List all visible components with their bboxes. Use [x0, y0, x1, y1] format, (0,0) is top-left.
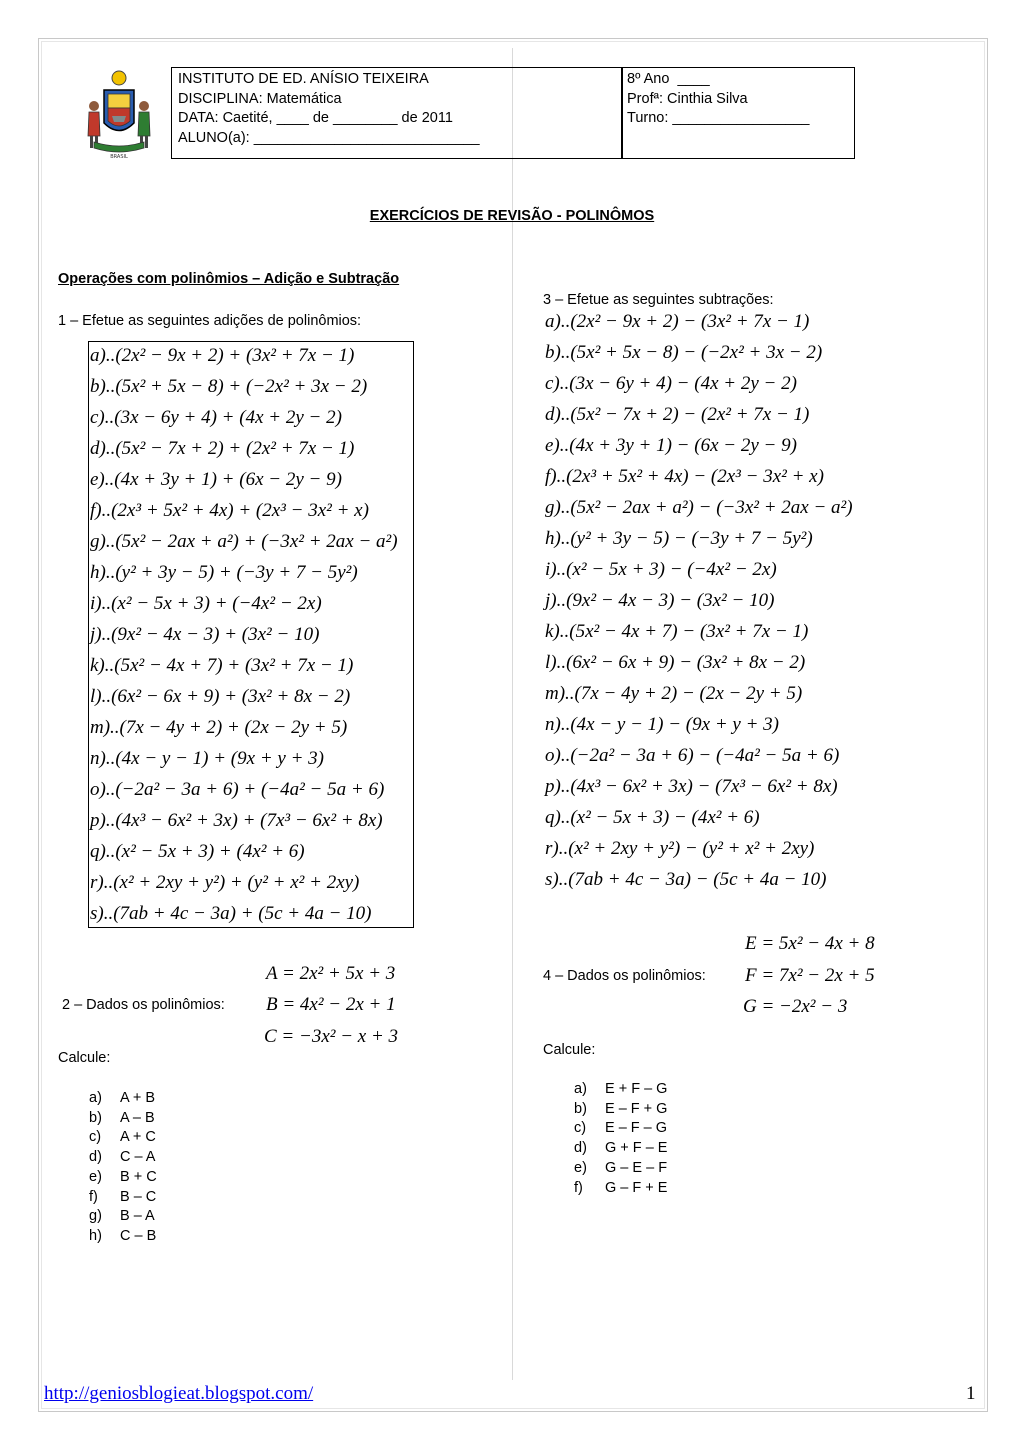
header-right-cell	[627, 70, 851, 129]
list-item: d) G + F – E	[574, 1140, 668, 1157]
list-item: h)..(y² + 3y − 5) − (−3y + 7 − 5y²)	[545, 528, 813, 549]
list-item: m)..(7x − 4y + 2) − (2x − 2y + 5)	[545, 683, 803, 704]
ex1-list	[90, 340, 398, 929]
list-item: c) A + C	[89, 1129, 156, 1146]
logo-caption: BRASIL	[110, 154, 128, 160]
list-item: a) A + B	[89, 1090, 156, 1106]
list-item: a)..(2x² − 9x + 2) − (3x² + 7x − 1)	[545, 311, 810, 332]
ex3-prompt: 3 – Efetue as seguintes subtrações:	[543, 292, 774, 308]
poly-c: C = −3x² − x + 3	[264, 1026, 399, 1047]
list-item: g)..(5x² − 2ax + a²) + (−3x² + 2ax − a²)	[90, 531, 398, 552]
list-item: b) E – F + G	[574, 1100, 668, 1117]
ex2-calc-list	[89, 1089, 157, 1247]
footer-link[interactable]: http://geniosblogieat.blogspot.com/	[44, 1383, 314, 1404]
ex4-prompt: 4 – Dados os polinômios:	[543, 968, 706, 984]
section-title: Operações com polinômios – Adição e Subtração	[58, 271, 400, 287]
list-item: f) B – C	[89, 1188, 157, 1205]
list-item: g) B – A	[89, 1208, 155, 1225]
column-divider	[512, 48, 513, 1380]
ex4-calc-label: Calcule:	[543, 1042, 596, 1058]
list-item: e)..(4x + 3y + 1) − (6x − 2y − 9)	[545, 435, 797, 456]
list-item: q)..(x² − 5x + 3) + (4x² + 6)	[90, 841, 305, 862]
ex4-calc-list	[574, 1080, 667, 1198]
list-item: f)..(2x³ + 5x² + 4x) + (2x³ − 3x² + x)	[90, 500, 369, 521]
list-item: e)..(4x + 3y + 1) + (6x − 2y − 9)	[90, 469, 342, 490]
list-item: e) G – E – F	[574, 1159, 668, 1176]
list-item: p)..(4x³ − 6x² + 3x) − (7x³ − 6x² + 8x)	[545, 776, 838, 797]
shift-field: Turno: _________________	[627, 110, 810, 126]
list-item: k)..(5x² − 4x + 7) − (3x² + 7x − 1)	[545, 621, 809, 642]
list-item: i)..(x² − 5x + 3) + (−4x² − 2x)	[90, 593, 322, 614]
list-item: a)..(2x² − 9x + 2) + (3x² + 7x − 1)	[90, 345, 355, 366]
poly-g: G = −2x² − 3	[743, 996, 848, 1017]
page-title: EXERCÍCIOS DE REVISÃO - POLINÔMOS	[369, 208, 655, 224]
poly-b: B = 4x² − 2x + 1	[266, 994, 396, 1015]
list-item: h) C – B	[89, 1227, 157, 1244]
header-table	[171, 67, 855, 159]
student-field: ALUNO(a): ____________________________	[178, 129, 480, 146]
date-field: DATA: Caetité, ____ de ________ de 2011	[178, 110, 453, 126]
list-item: h)..(y² + 3y − 5) + (−3y + 7 − 5y²)	[90, 562, 358, 583]
ex2-calc-label: Calcule:	[58, 1050, 111, 1066]
grade-field: 8º Ano ____	[627, 71, 710, 87]
teacher-name: Profª: Cinthia Silva	[627, 90, 748, 107]
list-item: e) B + C	[89, 1168, 157, 1185]
list-item: d) C – A	[89, 1149, 156, 1166]
list-item: p)..(4x³ − 6x² + 3x) + (7x³ − 6x² + 8x)	[90, 810, 383, 831]
list-item: c) E – F – G	[574, 1120, 668, 1137]
list-item: o)..(−2a² − 3a + 6) − (−4a² − 5a + 6)	[545, 745, 840, 766]
poly-e: E = 5x² − 4x + 8	[745, 933, 875, 954]
list-item: f) G – F + E	[574, 1179, 668, 1196]
list-item: j)..(9x² − 4x − 3) − (3x² − 10)	[545, 590, 775, 611]
list-item: k)..(5x² − 4x + 7) + (3x² + 7x − 1)	[90, 655, 354, 676]
list-item: c)..(3x − 6y + 4) + (4x + 2y − 2)	[90, 407, 342, 428]
header-left-cell	[178, 70, 618, 148]
list-item: g)..(5x² − 2ax + a²) − (−3x² + 2ax − a²)	[545, 497, 853, 518]
school-name: INSTITUTO DE ED. ANÍSIO TEIXEIRA	[178, 71, 429, 87]
list-item: l)..(6x² − 6x + 9) + (3x² + 8x − 2)	[90, 686, 351, 707]
list-item: c)..(3x − 6y + 4) − (4x + 2y − 2)	[545, 373, 797, 394]
list-item: q)..(x² − 5x + 3) − (4x² + 6)	[545, 807, 760, 828]
list-item: a) E + F – G	[574, 1081, 668, 1097]
list-item: n)..(4x − y − 1) − (9x + y + 3)	[545, 714, 779, 735]
list-item: n)..(4x − y − 1) + (9x + y + 3)	[90, 748, 324, 769]
header-divider	[621, 68, 623, 158]
list-item: d)..(5x² − 7x + 2) + (2x² + 7x − 1)	[90, 438, 355, 459]
list-item: d)..(5x² − 7x + 2) − (2x² + 7x − 1)	[545, 404, 810, 425]
list-item: b) A – B	[89, 1109, 155, 1126]
subject: DISCIPLINA: Matemática	[178, 90, 342, 107]
ex2-prompt: 2 – Dados os polinômios:	[62, 997, 225, 1013]
list-item: s)..(7ab + 4c − 3a) + (5c + 4a − 10)	[90, 903, 372, 924]
ex3-list	[545, 306, 853, 895]
list-item: m)..(7x − 4y + 2) + (2x − 2y + 5)	[90, 717, 348, 738]
list-item: b)..(5x² + 5x − 8) − (−2x² + 3x − 2)	[545, 342, 823, 363]
list-item: b)..(5x² + 5x − 8) + (−2x² + 3x − 2)	[90, 376, 368, 397]
poly-f: F = 7x² − 2x + 5	[745, 965, 875, 986]
list-item: r)..(x² + 2xy + y²) + (y² + x² + 2xy)	[90, 872, 360, 893]
ex1-prompt: 1 – Efetue as seguintes adições de polinômios:	[58, 313, 362, 329]
list-item: s)..(7ab + 4c − 3a) − (5c + 4a − 10)	[545, 869, 827, 890]
page-number: 1	[966, 1383, 976, 1404]
list-item: i)..(x² − 5x + 3) − (−4x² − 2x)	[545, 559, 777, 580]
list-item: r)..(x² + 2xy + y²) − (y² + x² + 2xy)	[545, 838, 815, 859]
poly-a: A = 2x² + 5x + 3	[266, 963, 396, 984]
list-item: j)..(9x² − 4x − 3) + (3x² − 10)	[90, 624, 320, 645]
list-item: f)..(2x³ + 5x² + 4x) − (2x³ − 3x² + x)	[545, 466, 824, 487]
school-crest-logo	[84, 68, 154, 160]
list-item: o)..(−2a² − 3a + 6) + (−4a² − 5a + 6)	[90, 779, 385, 800]
list-item: l)..(6x² − 6x + 9) − (3x² + 8x − 2)	[545, 652, 806, 673]
